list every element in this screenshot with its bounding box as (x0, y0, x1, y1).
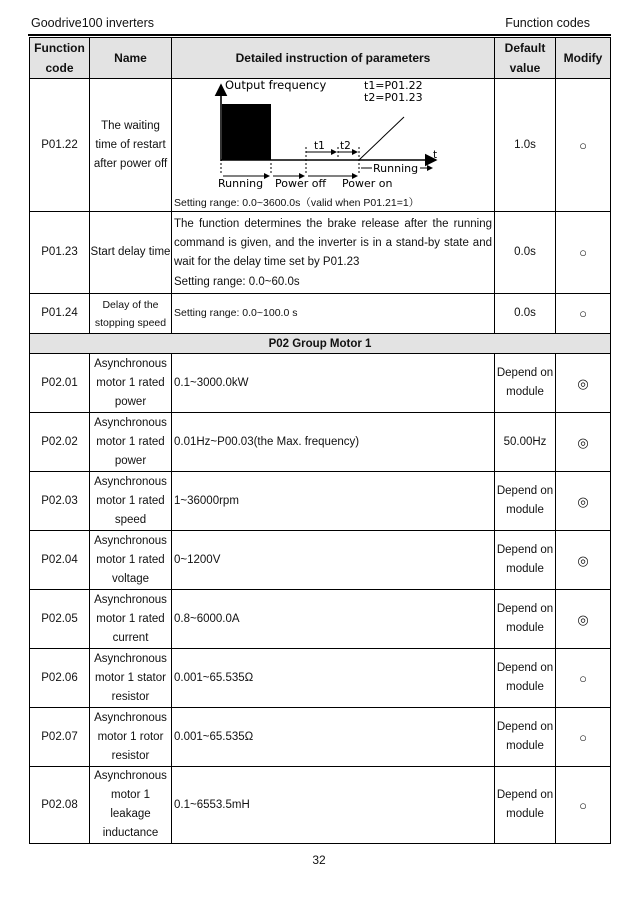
code-cell: P02.05 (30, 590, 90, 649)
detail-cell (172, 79, 495, 212)
setting-range: Setting range: 0.0~100.0 s (172, 294, 495, 334)
setting-range: Setting range: 0.0~60.0s (174, 275, 300, 288)
modify-cell: ○ (556, 212, 611, 294)
modify-cell: ○ (556, 708, 611, 767)
col-detail: Detailed instruction of parameters (172, 38, 495, 79)
modify-cell: ○ (556, 767, 611, 844)
default-cell: Depend on module (495, 708, 556, 767)
header-left: Goodrive100 inverters (31, 16, 154, 30)
diagram-output-frequency: Output frequency (225, 79, 327, 92)
restart-timing-diagram (172, 79, 493, 197)
code-cell: P02.03 (30, 472, 90, 531)
default-cell: 0.0s (495, 212, 556, 294)
name-cell: Asynchronous motor 1 rated power (90, 413, 172, 472)
name-cell: Asynchronous motor 1 rated power (90, 354, 172, 413)
name-cell: Asynchronous motor 1 rated voltage (90, 531, 172, 590)
code-cell: P02.04 (30, 531, 90, 590)
name-cell: Start delay time (90, 212, 172, 294)
parameter-table (29, 37, 611, 844)
code-cell: P01.24 (30, 294, 90, 334)
header-right: Function codes (505, 16, 590, 30)
detail-cell (172, 212, 495, 294)
col-default: Default value (495, 38, 556, 79)
diagram-power-on: Power on (342, 177, 393, 190)
col-code: Function code (30, 38, 90, 79)
modify-cell: ◎ (556, 354, 611, 413)
name-cell: Asynchronous motor 1 rated speed (90, 472, 172, 531)
diagram-power-off: Power off (275, 177, 327, 190)
code-cell: P02.08 (30, 767, 90, 844)
diagram-running-right: Running (373, 162, 419, 175)
table-row (30, 212, 611, 294)
modify-cell: ◎ (556, 413, 611, 472)
detail-cell: 0~1200V (172, 531, 495, 590)
code-cell: P01.23 (30, 212, 90, 294)
description-text: The function determines the brake release after the running command is given, and the inverter is in a stand-by state and wait for the delay time set by P01.23 (174, 217, 492, 268)
default-cell: Depend on module (495, 531, 556, 590)
name-cell: The waiting time of restart after power off (90, 79, 172, 212)
code-cell: P02.02 (30, 413, 90, 472)
name-cell: Asynchronous motor 1 rated current (90, 590, 172, 649)
code-cell: P02.07 (30, 708, 90, 767)
diagram-t2: t2 (340, 140, 351, 152)
table-row (30, 531, 611, 590)
default-cell: Depend on module (495, 590, 556, 649)
table-row (30, 79, 611, 212)
col-name: Name (90, 38, 172, 79)
modify-cell: ◎ (556, 531, 611, 590)
default-cell: Depend on module (495, 767, 556, 844)
modify-cell: ◎ (556, 472, 611, 531)
name-cell: Delay of the stopping speed (90, 294, 172, 334)
name-cell: Asynchronous motor 1 leakage inductance (90, 767, 172, 844)
table-row (30, 767, 611, 844)
header-rule (28, 34, 611, 36)
modify-cell: ○ (556, 649, 611, 708)
detail-cell: 0.8~6000.0A (172, 590, 495, 649)
table-row (30, 590, 611, 649)
name-cell: Asynchronous motor 1 rotor resistor (90, 708, 172, 767)
group-title: P02 Group Motor 1 (30, 334, 611, 354)
default-cell: 50.00Hz (495, 413, 556, 472)
detail-cell: 0.001~65.535Ω (172, 649, 495, 708)
code-cell: P01.22 (30, 79, 90, 212)
default-cell: 0.0s (495, 294, 556, 334)
table-row (30, 354, 611, 413)
table-row (30, 413, 611, 472)
diagram-t1-def: t1=P01.22 (364, 79, 423, 92)
detail-cell: 0.001~65.535Ω (172, 708, 495, 767)
table-row (30, 708, 611, 767)
diagram-running: Running (218, 177, 264, 190)
default-cell: 1.0s (495, 79, 556, 212)
code-cell: P02.06 (30, 649, 90, 708)
name-cell: Asynchronous motor 1 stator resistor (90, 649, 172, 708)
table-header-row (30, 38, 611, 79)
diagram-t1: t1 (314, 140, 325, 152)
detail-cell: 0.1~6553.5mH (172, 767, 495, 844)
modify-cell: ◎ (556, 590, 611, 649)
default-cell: Depend on module (495, 472, 556, 531)
diagram-t2-def: t2=P01.23 (364, 91, 423, 104)
col-modify: Modify (556, 38, 611, 79)
setting-range: Setting range: 0.0~3600.0s（valid when P01.21=1） (174, 197, 420, 209)
table-row (30, 294, 611, 334)
default-cell: Depend on module (495, 649, 556, 708)
diagram-t: t (433, 149, 438, 161)
table-row (30, 472, 611, 531)
running-block (222, 104, 271, 160)
modify-cell: ○ (556, 79, 611, 212)
page-number: 32 (312, 853, 326, 867)
detail-cell: 1~36000rpm (172, 472, 495, 531)
modify-cell: ○ (556, 294, 611, 334)
detail-cell: 0.01Hz~P00.03(the Max. frequency) (172, 413, 495, 472)
detail-cell: 0.1~3000.0kW (172, 354, 495, 413)
default-cell: Depend on module (495, 354, 556, 413)
table-row (30, 649, 611, 708)
code-cell: P02.01 (30, 354, 90, 413)
group-row (30, 334, 611, 354)
